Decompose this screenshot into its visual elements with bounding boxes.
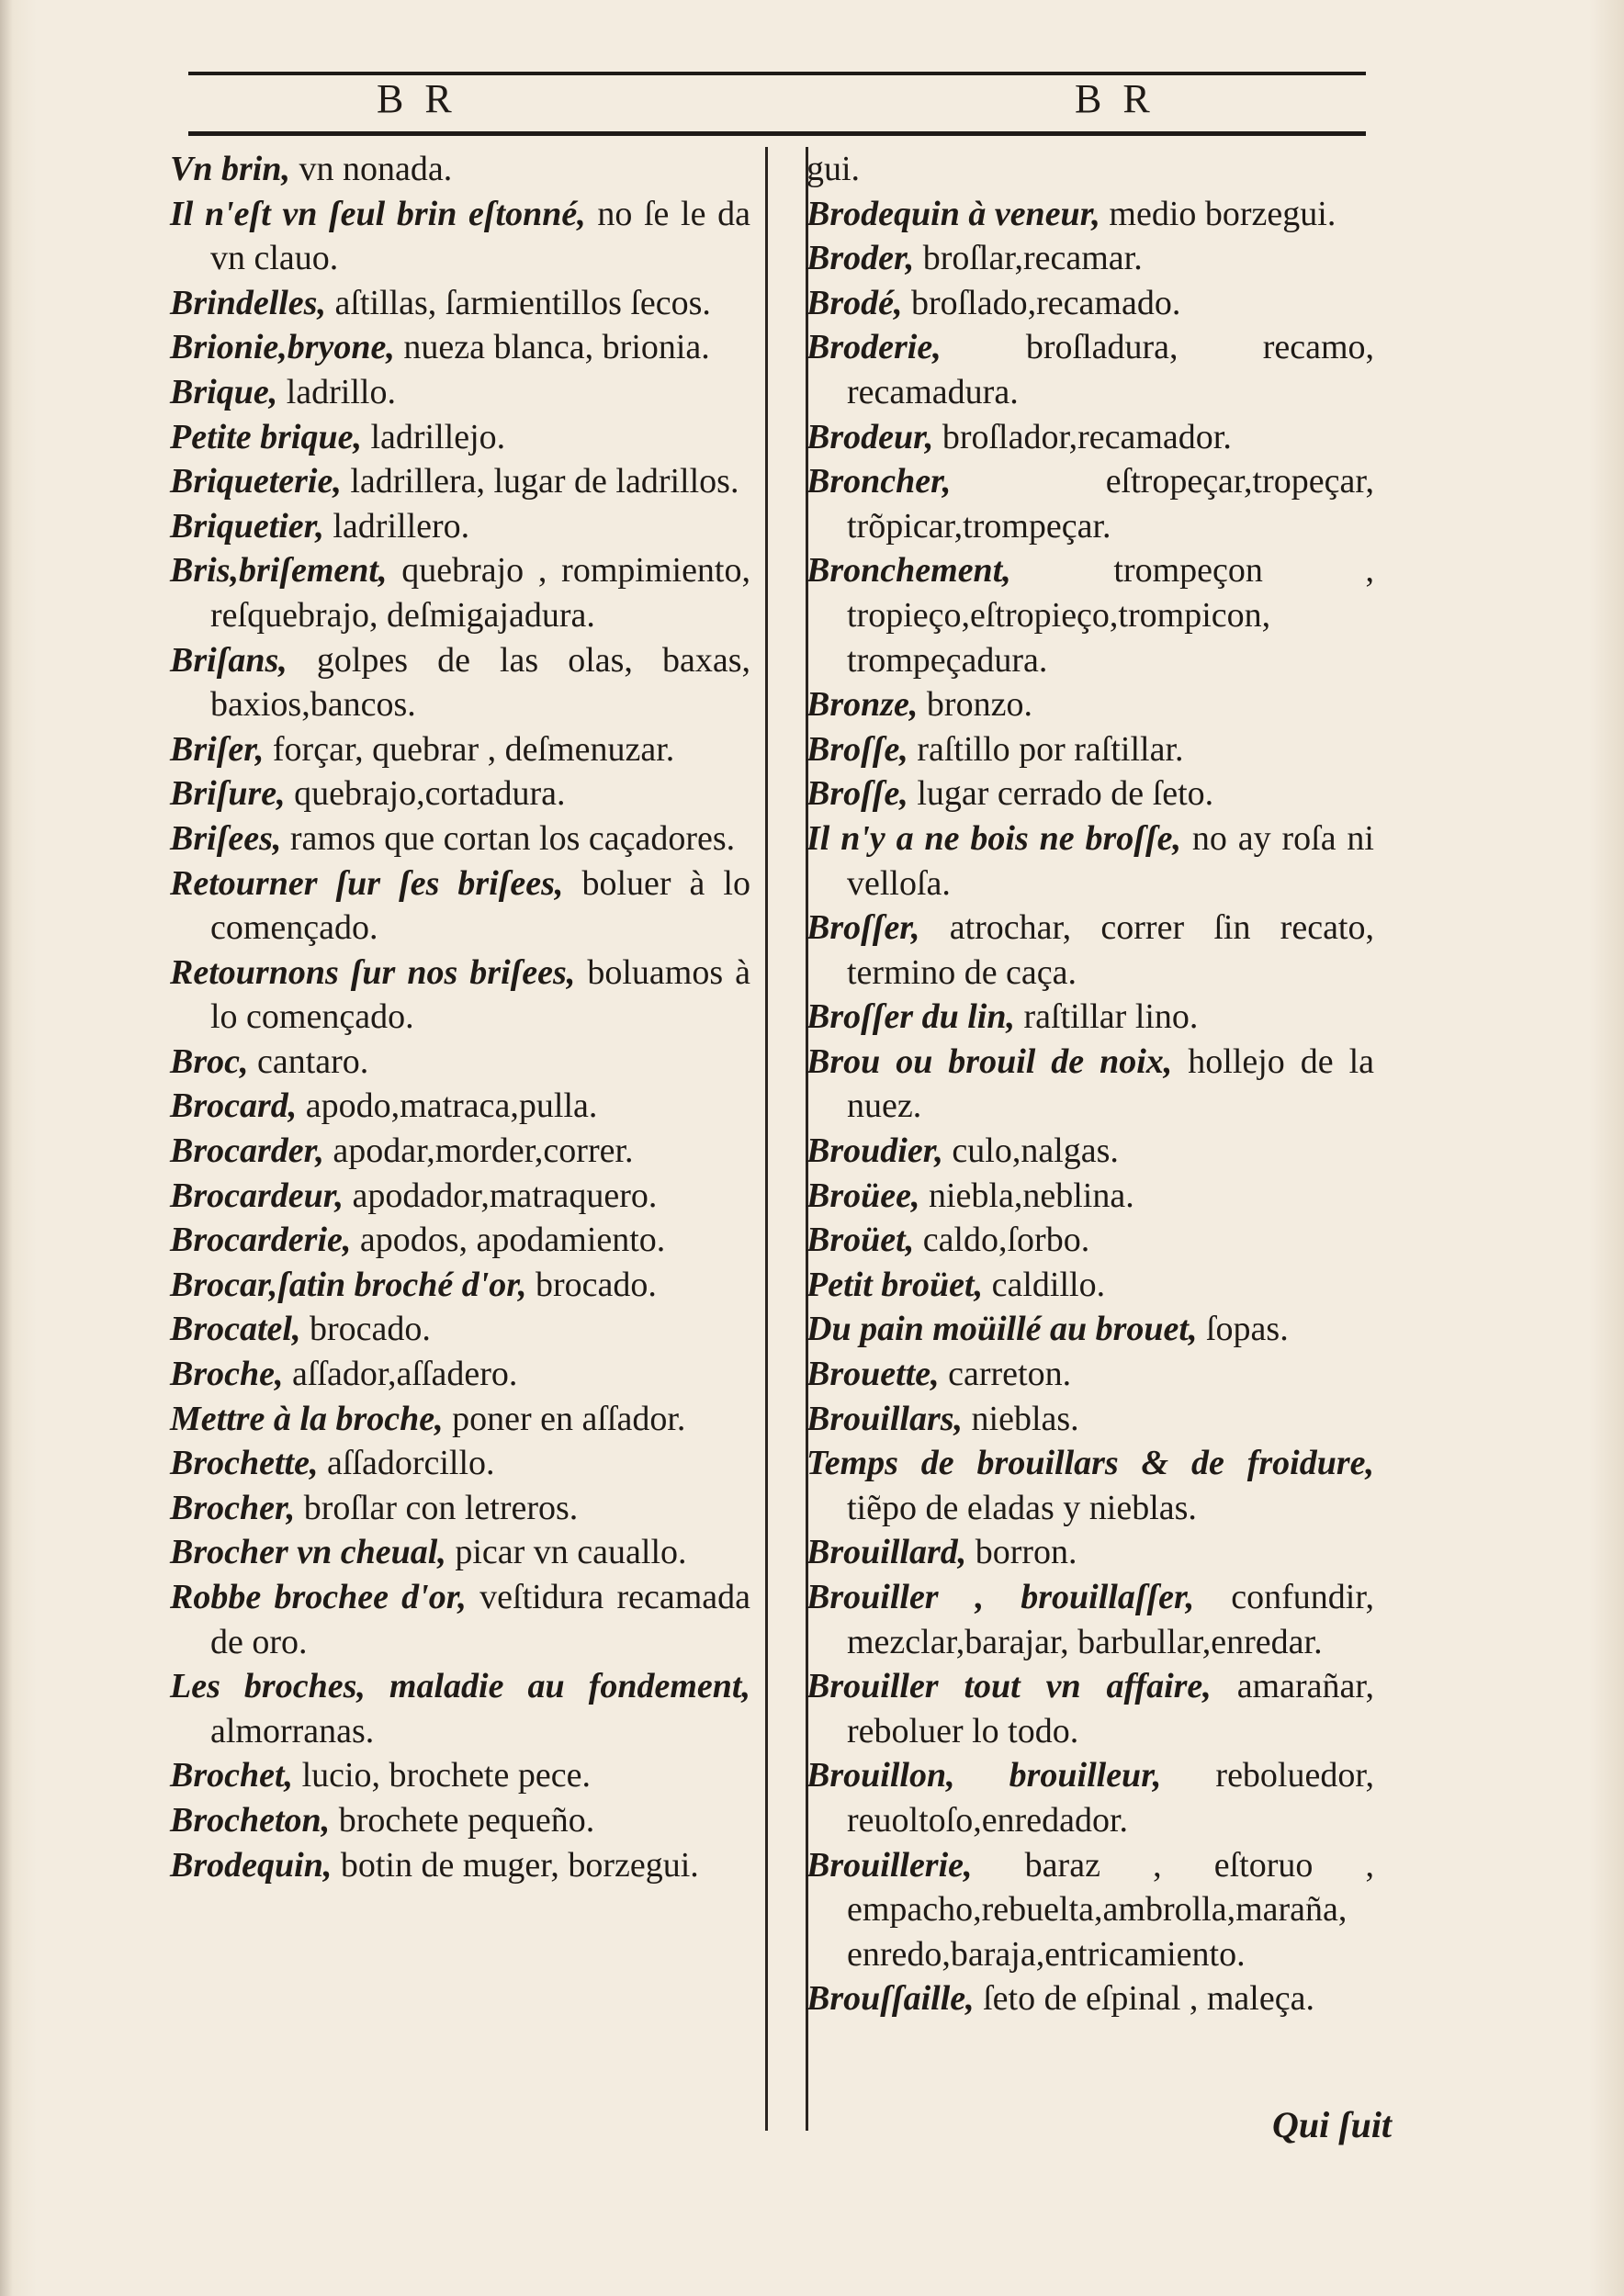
entry	[170, 1040, 750, 1085]
definition: raſtillo por raſtillar.	[908, 729, 1184, 769]
headword: Brouiller , brouillaſſer,	[806, 1578, 1195, 1616]
headword: Brochet,	[170, 1756, 294, 1795]
column-divider-left	[765, 147, 768, 2131]
headword: Brocher vn cheual,	[170, 1533, 446, 1572]
headword: Brocar,ſatin broché d'or,	[170, 1265, 527, 1304]
headword: Briſer,	[170, 729, 265, 769]
entry	[170, 951, 750, 1040]
headword: Briſans,	[170, 640, 288, 680]
headword: Bris,briſement,	[170, 551, 388, 591]
entry	[170, 1397, 750, 1442]
entry	[806, 816, 1374, 906]
entry	[170, 1263, 750, 1308]
entry	[806, 1575, 1374, 1664]
headword: Briquetier,	[170, 506, 324, 546]
entry	[170, 771, 750, 816]
entry	[170, 1307, 750, 1352]
definition: ladrillero.	[323, 506, 470, 546]
definition: brocado.	[300, 1310, 431, 1349]
entry	[170, 370, 750, 415]
headword: Brocard,	[170, 1086, 298, 1126]
running-head-left: B R	[377, 76, 457, 121]
entry	[806, 236, 1374, 281]
headword: Petite brique,	[170, 417, 362, 456]
entry	[806, 1307, 1374, 1352]
definition: aſſador,aſſadero.	[283, 1355, 518, 1394]
headword: Brodé,	[806, 283, 903, 322]
continuation-line: gui.	[806, 150, 861, 188]
headword: Briſees,	[170, 818, 282, 858]
entry	[170, 861, 750, 951]
headword: Brouiller tout vn affaire,	[806, 1667, 1212, 1706]
definition: atrochar, correr ſin recato, termino de caça.	[847, 908, 1374, 992]
definition: niebla,neblina.	[919, 1176, 1134, 1215]
headword: Les broches, maladie au fondement,	[170, 1667, 750, 1706]
headword: Brocardeur,	[170, 1176, 344, 1215]
headword: Broche,	[170, 1355, 284, 1394]
headword: Brouette,	[806, 1355, 940, 1394]
entry	[170, 1843, 750, 1888]
headword: Bronchement,	[806, 551, 1011, 591]
entry	[806, 727, 1374, 772]
headword: Broderie,	[806, 328, 942, 367]
definition: no ſe le da vn clauo.	[210, 194, 750, 278]
definition: apodo,matraca,pulla.	[297, 1086, 598, 1126]
entry	[806, 548, 1374, 682]
entry	[806, 1218, 1374, 1263]
entry	[170, 1575, 750, 1664]
headword: Temps de brouillars & de froidure,	[806, 1444, 1374, 1483]
definition: ſopas.	[1197, 1310, 1289, 1349]
definition: broſladura, recamo, recamadura.	[847, 328, 1374, 411]
entry	[170, 1530, 750, 1575]
definition: botin de muger, borzegui.	[332, 1845, 699, 1885]
definition: boluer à lo començado.	[210, 863, 750, 948]
entry	[806, 1129, 1374, 1174]
headword: Brodequin à veneur,	[806, 194, 1100, 233]
definition: apodar,morder,correr.	[323, 1131, 634, 1171]
definition: quebrajo,cortadura.	[285, 774, 566, 814]
headword: Brocheton,	[170, 1800, 331, 1840]
definition: vn nonada.	[289, 150, 453, 188]
definition: brochete pequeño.	[330, 1800, 595, 1840]
entry	[170, 147, 750, 192]
definition: hollejo de la nuez.	[847, 1041, 1374, 1126]
definition: forçar, quebrar , deſmenuzar.	[264, 729, 675, 769]
catchword: Qui ſuit	[1272, 2104, 1393, 2145]
entry	[170, 548, 750, 637]
entry	[170, 415, 750, 460]
entry	[170, 1486, 750, 1531]
headword: Retourner ſur ſes briſees,	[170, 863, 564, 903]
headword: Brocatel,	[170, 1310, 301, 1349]
definition: tiẽpo de eladas y nieblas.	[847, 1488, 1197, 1527]
headword: Briſure,	[170, 774, 286, 814]
entry	[806, 281, 1374, 326]
definition: carreton.	[939, 1355, 1072, 1394]
headword: Brodequin,	[170, 1845, 333, 1885]
headword: Broder,	[806, 239, 915, 278]
headword: Brou ou brouil de noix,	[806, 1041, 1173, 1081]
entry	[170, 1798, 750, 1843]
entry	[806, 1976, 1374, 2021]
entry	[170, 1174, 750, 1219]
definition: ladrillera, lugar de ladrillos.	[341, 462, 739, 501]
headword: Brodeur,	[806, 417, 934, 456]
entry	[806, 1352, 1374, 1397]
definition: amarañar, reboluer lo todo.	[847, 1667, 1374, 1750]
headword: Petit broüet,	[806, 1265, 984, 1304]
definition: caldo,ſorbo.	[914, 1221, 1090, 1260]
definition: ſeto de eſpinal , maleça.	[974, 1979, 1314, 2019]
definition: lucio, brochete pece.	[293, 1756, 591, 1795]
definition: broſlar con letreros.	[295, 1488, 579, 1527]
definition: ladrillo.	[277, 372, 396, 411]
entry	[170, 638, 750, 727]
headword: Broudier,	[806, 1131, 943, 1171]
header-rule	[188, 131, 1366, 136]
entry	[806, 1263, 1374, 1308]
entry	[170, 192, 750, 281]
entry	[806, 1174, 1374, 1219]
headword: Broüee,	[806, 1176, 920, 1215]
running-head-right: B R	[1075, 76, 1156, 121]
entry	[806, 1397, 1374, 1442]
entry	[170, 1753, 750, 1798]
entry	[806, 415, 1374, 460]
entry	[806, 192, 1374, 237]
headword: Il n'eſt vn ſeul brin eſtonné,	[170, 194, 586, 233]
definition: medio borzegui.	[1100, 194, 1336, 233]
definition: no ay roſa ni velloſa.	[847, 818, 1374, 903]
entry	[806, 906, 1374, 995]
entry	[170, 816, 750, 861]
definition: picar vn cauallo.	[445, 1533, 687, 1572]
headword: Brionie,bryone,	[170, 328, 395, 367]
headword: Brindelles,	[170, 283, 326, 322]
headword: Bronze,	[806, 685, 919, 725]
definition: broſlar,recamar.	[914, 239, 1143, 278]
top-rule	[188, 72, 1366, 75]
entry	[170, 459, 750, 504]
definition: boluamos à lo començado.	[210, 952, 751, 1037]
headword: Brochette,	[170, 1444, 319, 1483]
definition: baraz , eſtoruo , empacho,rebuelta,ambrolla,maraña, enredo,baraja,entricamiento.	[847, 1845, 1374, 1974]
entry	[170, 1129, 750, 1174]
headword: Mettre à la broche,	[170, 1399, 444, 1438]
definition: bronzo.	[918, 685, 1032, 725]
definition: cantaro.	[248, 1041, 369, 1081]
headword: Broncher,	[806, 462, 952, 501]
definition: ramos que cortan los caçadores.	[281, 818, 736, 858]
left-column	[170, 147, 750, 1887]
entry	[170, 727, 750, 772]
headword: Broſſer,	[806, 908, 920, 948]
headword: Briqueterie,	[170, 462, 342, 501]
headword: Broſſer du lin,	[806, 997, 1015, 1037]
entry	[170, 1441, 750, 1486]
definition: broſlado,recamado.	[902, 283, 1181, 322]
definition: caldillo.	[983, 1265, 1106, 1304]
headword: Robbe brochee d'or,	[170, 1578, 467, 1616]
entry	[170, 281, 750, 326]
entry	[806, 771, 1374, 816]
headword: Retournons ſur nos briſees,	[170, 952, 576, 992]
entry	[170, 1352, 750, 1397]
headword: Brouillerie,	[806, 1845, 973, 1885]
entry	[806, 1753, 1374, 1842]
entry	[806, 1843, 1374, 1977]
entry	[170, 325, 750, 370]
definition: eſtropeçar,tropeçar, trõpicar,trompeçar.	[847, 462, 1374, 546]
definition: veſtidura recamada de oro.	[210, 1578, 750, 1661]
headword: Vn brin,	[170, 150, 290, 188]
definition: apodos, apodamiento.	[351, 1221, 666, 1260]
entry	[806, 1664, 1374, 1753]
definition: lugar cerrado de ſeto.	[908, 774, 1214, 814]
entry	[170, 1218, 750, 1263]
headword: Broſſe,	[806, 774, 908, 814]
definition: nieblas.	[963, 1399, 1079, 1438]
definition: apodador,matraquero.	[343, 1176, 658, 1215]
entry	[170, 504, 750, 549]
definition: nueza blanca, brionia.	[394, 328, 710, 367]
definition: aſſadorcillo.	[318, 1444, 495, 1483]
definition: borron.	[966, 1533, 1077, 1572]
definition: ladrillejo.	[361, 417, 506, 456]
headword: Brocarderie,	[170, 1221, 352, 1260]
definition: culo,nalgas.	[942, 1131, 1119, 1171]
definition: trompeçon , tropieço,eſtropieço,trompicon, trompeçadura.	[847, 551, 1374, 680]
entry	[170, 1084, 750, 1129]
definition: quebrajo , rompimiento, reſquebrajo, deſmigajadura.	[210, 551, 750, 635]
headword: Il n'y a ne bois ne broſſe,	[806, 818, 1181, 858]
headword: Brocarder,	[170, 1131, 324, 1171]
headword: Brocher,	[170, 1488, 296, 1527]
entry	[806, 459, 1374, 548]
definition: almorranas.	[210, 1711, 375, 1750]
entry	[806, 1530, 1374, 1575]
definition: brocado.	[526, 1265, 657, 1304]
entry	[806, 1441, 1374, 1530]
definition: aſtillas, ſarmientillos ſecos.	[325, 283, 711, 322]
headword: Brouſſaille,	[806, 1979, 975, 2019]
definition: raſtillar lino.	[1014, 997, 1199, 1037]
entry	[806, 325, 1374, 414]
headword: Broſſe,	[806, 729, 908, 769]
entry	[806, 995, 1374, 1040]
headword: Brouillard,	[806, 1533, 967, 1572]
definition: broſlador,recamador.	[933, 417, 1232, 456]
headword: Brique,	[170, 372, 278, 411]
definition: poner en aſſador.	[443, 1399, 686, 1438]
right-column	[806, 147, 1374, 2021]
headword: Brouillon, brouilleur,	[806, 1756, 1162, 1795]
headword: Brouillars,	[806, 1399, 964, 1438]
definition: confundir, mezclar,barajar, barbullar,enredar.	[847, 1578, 1374, 1661]
entry	[806, 1040, 1374, 1129]
headword: Du pain moüillé au brouet,	[806, 1310, 1198, 1349]
definition: reboluedor, reuoltoſo,enredador.	[847, 1756, 1374, 1840]
definition: golpes de las olas, baxas, baxios,bancos.	[210, 640, 750, 725]
entry	[806, 682, 1374, 727]
headword: Broc,	[170, 1041, 249, 1081]
entry	[170, 1664, 750, 1753]
headword: Broüet,	[806, 1221, 915, 1260]
